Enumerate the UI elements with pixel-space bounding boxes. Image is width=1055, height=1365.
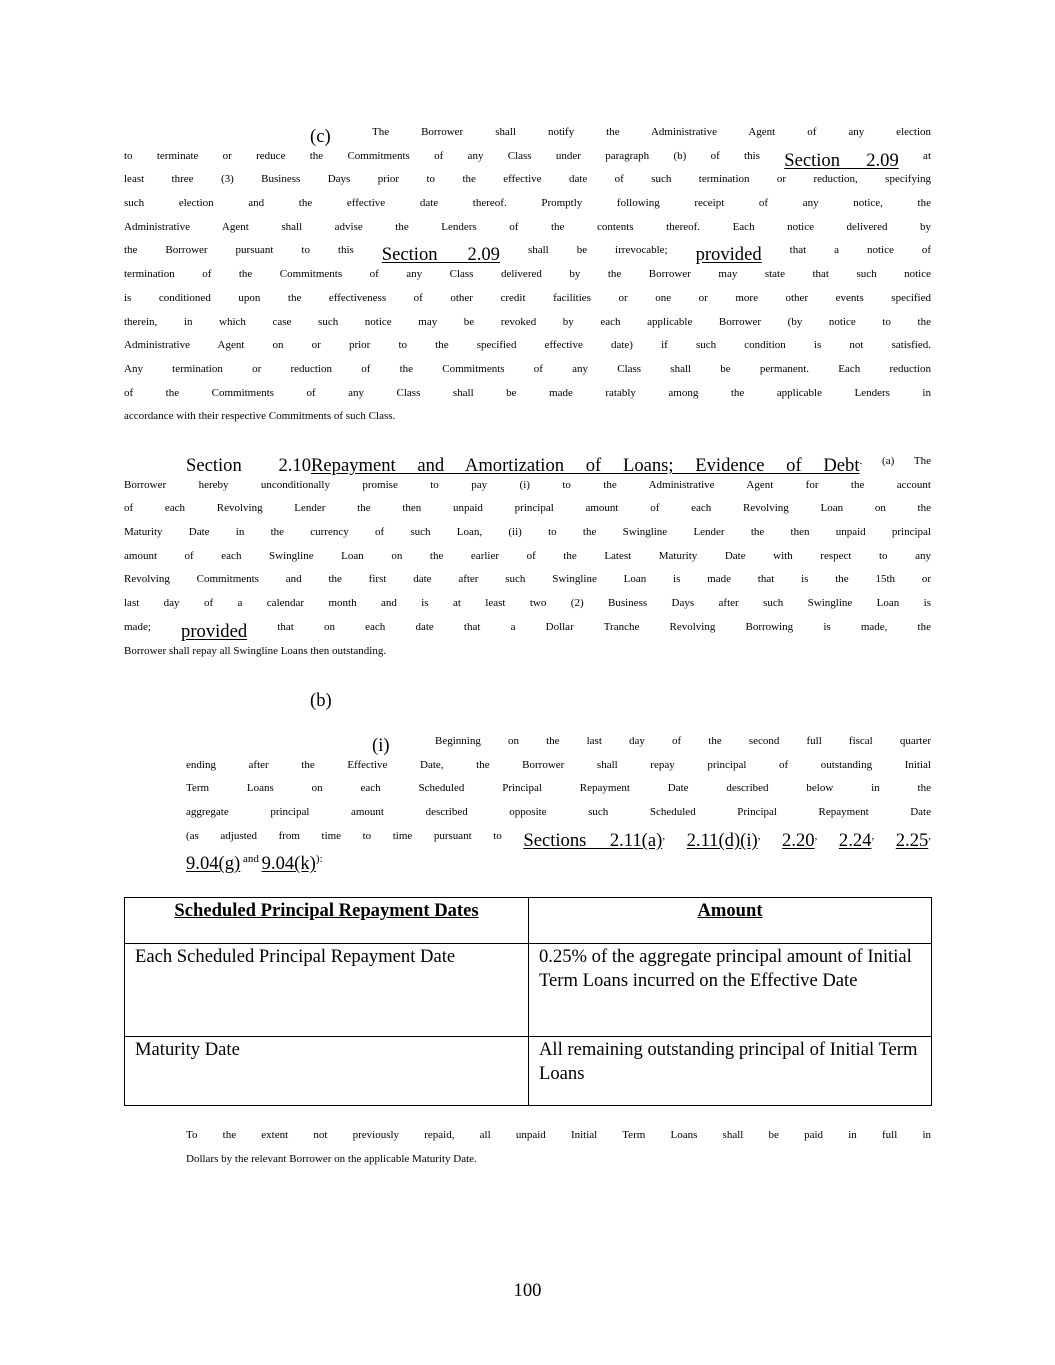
text-line <box>186 1152 931 1176</box>
text-run: least three (3) Business Days prior to the effective date of such termination or reduction, specifying <box>124 173 931 186</box>
text-line <box>124 220 931 244</box>
underlined-reference: 9.04(g) <box>186 853 241 875</box>
underlined-reference: Section 2.09 <box>784 149 899 171</box>
text-run: that a notice of <box>761 244 931 257</box>
underlined-reference: 2.20 <box>782 829 815 851</box>
text-run: (as adjusted from time to time pursuant to <box>186 829 524 842</box>
text-run: and <box>240 853 262 866</box>
underlined-reference: 2.11(d)(i) <box>686 829 758 851</box>
text-run: made; <box>124 620 182 633</box>
text-run: ): <box>315 853 323 866</box>
superscript: th <box>886 573 896 586</box>
text-run: , <box>871 829 896 842</box>
text-line <box>186 1128 931 1152</box>
text-line <box>124 338 931 362</box>
text-run: shall be irrevocable; <box>499 244 696 257</box>
paragraph-label: (i) <box>372 735 390 756</box>
underlined-reference: Repayment and Amortization of Loans; Evidence of Debt <box>311 455 860 476</box>
cell-date: Each Scheduled Principal Repayment Date <box>125 944 529 1037</box>
text-run: Borrower hereby unconditionally promise to pay (i) to the Administrative Agent for the account <box>124 478 931 491</box>
text-run: The Borrower shall notify the Administrative Agent of any election <box>372 126 931 138</box>
text-line <box>124 243 931 267</box>
text-run: such election and the effective date thereof. Promptly following receipt of any notice, the <box>124 197 931 210</box>
text-line <box>124 596 931 620</box>
text-run: last day of a calendar month and is at least two (2) Business Days after such Swingline Loan is <box>124 597 931 610</box>
text-line <box>124 362 931 386</box>
text-line <box>124 125 931 149</box>
text-line <box>124 620 931 644</box>
paragraph-b-label: (b) <box>310 690 332 711</box>
text-line <box>124 549 931 573</box>
text-run: Borrower shall repay all Swingline Loans then outstanding. <box>124 644 387 657</box>
header-dates: Scheduled Principal Repayment Dates <box>125 898 529 944</box>
text-line <box>124 644 931 668</box>
text-line <box>124 267 931 291</box>
text-run: Administrative Agent shall advise the Lenders of the contents thereof. Each notice delivered by <box>124 220 931 233</box>
repayment-schedule-table <box>124 897 932 1106</box>
paragraph-b-i <box>186 734 931 876</box>
text-run: aggregate principal amount described opposite such Scheduled Principal Repayment Date <box>186 806 931 819</box>
text-line <box>124 386 931 410</box>
header-amount: Amount <box>529 898 932 944</box>
text-run: ending after the Effective Date, the Borrower shall repay principal of outstanding Initial <box>186 758 931 771</box>
text-line <box>124 172 931 196</box>
underlined-reference: Sections 2.11(a) <box>523 829 663 851</box>
text-run: or <box>895 573 931 586</box>
text-run: , <box>814 829 839 842</box>
text-line <box>124 315 931 339</box>
text-line <box>186 781 931 805</box>
paragraph-c <box>124 125 931 433</box>
text-line <box>124 572 931 596</box>
underlined-reference: Section 2.09 <box>381 244 500 266</box>
text-run: is conditioned upon the effectiveness of other credit facilities or one or more other events specified <box>124 291 931 304</box>
text-line <box>186 758 931 782</box>
text-run: Term Loans on each Scheduled Principal Repayment Date described below in the <box>186 782 931 795</box>
text-run: amount of each Swingline Loan on the earlier of the Latest Maturity Date with respect to any <box>124 549 931 562</box>
text-run: termination of the Commitments of any Class delivered by the Borrower may state that such notice <box>124 268 931 281</box>
underlined-reference: 2.24 <box>838 829 872 851</box>
cell-date: Maturity Date <box>125 1037 529 1106</box>
text-line <box>124 454 931 478</box>
text-line <box>186 852 931 876</box>
text-run: the Borrower pursuant to this <box>124 244 382 257</box>
text-run: accordance with their respective Commitments of such Class. <box>124 410 396 423</box>
underlined-reference: 9.04(k) <box>261 853 316 875</box>
underlined-reference: provided <box>181 620 248 642</box>
text-run: Administrative Agent on or prior to the specified effective date) if such condition is not satisfied. <box>124 339 931 352</box>
text-run: . (a) The <box>859 455 931 467</box>
section-2-10-paragraph <box>124 454 931 667</box>
cell-amount: 0.25% of the aggregate principal amount of Initial Term Loans incurred on the Effective Date <box>529 944 932 1037</box>
text-line <box>186 805 931 829</box>
text-run: Any termination or reduction of the Commitments of any Class shall be permanent. Each reduction <box>124 362 931 375</box>
underlined-reference: 2.25 <box>895 829 929 851</box>
text-line <box>124 525 931 549</box>
text-run: Dollars by the relevant Borrower on the applicable Maturity Date. <box>186 1152 477 1165</box>
text-line <box>186 734 931 758</box>
text-line <box>124 501 931 525</box>
text-line <box>124 291 931 315</box>
text-run: that on each date that a Dollar Tranche Revolving Borrowing is made, the <box>247 620 931 633</box>
text-run: , <box>757 829 783 842</box>
table-header-row <box>125 898 932 944</box>
closing-paragraph <box>186 1128 931 1175</box>
text-run: Revolving Commitments and the first date after such Swingline Loan is made that is the 15 <box>124 573 887 586</box>
text-line <box>124 478 931 502</box>
text-run: to terminate or reduce the Commitments of any Class under paragraph (b) of this <box>124 149 785 162</box>
text-line <box>124 196 931 220</box>
text-line <box>124 409 931 433</box>
page-number: 100 <box>513 1280 542 1301</box>
table-row <box>125 1037 932 1106</box>
paragraph-label: Section 2.10 <box>186 455 311 476</box>
text-run: Beginning on the last day of the second full fiscal quarter <box>435 735 931 747</box>
text-run: Maturity Date in the currency of such Loan, (ii) to the Swingline Lender the then unpaid principal <box>124 526 931 539</box>
table-row <box>125 944 932 1037</box>
text-run: To the extent not previously repaid, all unpaid Initial Term Loans shall be paid in full in <box>186 1129 931 1141</box>
cell-amount: All remaining outstanding principal of Initial Term Loans <box>529 1037 932 1106</box>
text-line <box>186 829 931 853</box>
underlined-reference: provided <box>695 244 762 266</box>
text-run: of each Revolving Lender the then unpaid principal amount of each Revolving Loan on the <box>124 502 931 515</box>
text-run: of the Commitments of any Class shall be made ratably among the applicable Lenders in <box>124 386 931 399</box>
text-run: , <box>928 829 931 842</box>
text-line <box>124 149 931 173</box>
paragraph-label: (c) <box>310 126 331 147</box>
text-run: at <box>898 149 931 162</box>
text-run: , <box>662 829 687 842</box>
text-run: therein, in which case such notice may be revoked by each applicable Borrower (by notice to the <box>124 315 931 328</box>
